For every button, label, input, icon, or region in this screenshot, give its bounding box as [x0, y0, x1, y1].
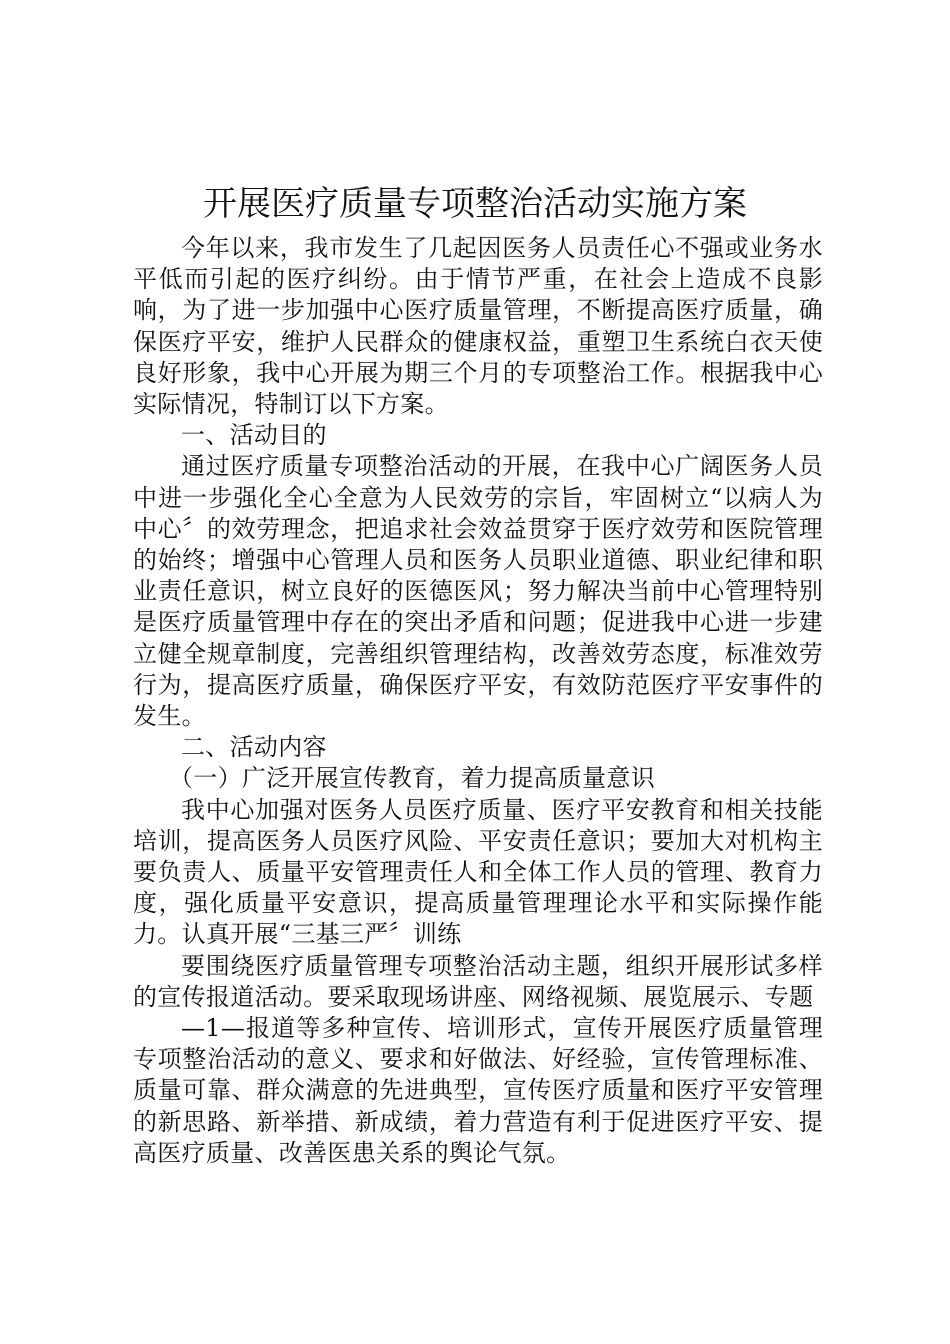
section-heading-purpose: 一、活动目的: [181, 421, 327, 450]
section-heading-content: 二、活动内容: [181, 733, 327, 762]
paragraph-publicity-continued: —1—报道等多种宣传、培训形式，宣传开展医疗质量管理专项整治活动的意义、要求和好做法、好经验，宣传管理标准、质量可靠、群众满意的先进典型，宣传医疗质量和医疗平安管理的新思路、新举措、新成绩，着力营造有利于促进医疗平安、提高医疗质量、改善医患关系的舆论气氛。: [133, 1014, 823, 1167]
subsection-heading-education: （一）广泛开展宣传教育，着力提高质量意识: [169, 764, 655, 793]
document-body: [133, 233, 823, 1169]
document-title: 开展医疗质量专项整治活动实施方案: [203, 184, 747, 224]
paragraph-publicity: 要围绕医疗质量管理专项整治活动主题，组织开展形试多样的宣传报道活动。要采取现场讲座、网络视频、展览展示、专题: [133, 951, 823, 1011]
paragraph-intro: 今年以来，我市发生了几起因医务人员责任心不强或业务水平低而引起的医疗纠纷。由于情节严重，在社会上造成不良影响，为了进一步加强中心医疗质量管理，不断提高医疗质量，确保医疗平安，维护人民群众的健康权益，重塑卫生系统白衣天使良好形象，我中心开展为期三个月的专项整治工作。根据我中心实际情况，特制订以下方案。: [133, 234, 823, 419]
paragraph-education: 我中心加强对医务人员医疗质量、医疗平安教育和相关技能培训，提高医务人员医疗风险、平安责任意识；要加大对机构主要负责人、质量平安管理责任人和全体工作人员的管理、教育力度，强化质量平安意识，提高质量管理理论水平和实际操作能力。认真开展“三基三严〞训练: [133, 795, 823, 949]
paragraph-purpose: 通过医疗质量专项整治活动的开展，在我中心广阔医务人员中进一步强化全心全意为人民效劳的宗旨，牢固树立“以病人为中心〞的效劳理念，把追求社会效益贯穿于医疗效劳和医院管理的始终；增强中心管理人员和医务人员职业道德、职业纪律和职业责任意识，树立良好的医德医风；努力解决当前中心管理特别是医疗质量管理中存在的突出矛盾和问题；促进我中心进一步建立健全规章制度，完善组织管理结构，改善效劳态度，标准效劳行为，提高医疗质量，确保医疗平安，有效防范医疗平安事件的发生。: [133, 452, 823, 731]
